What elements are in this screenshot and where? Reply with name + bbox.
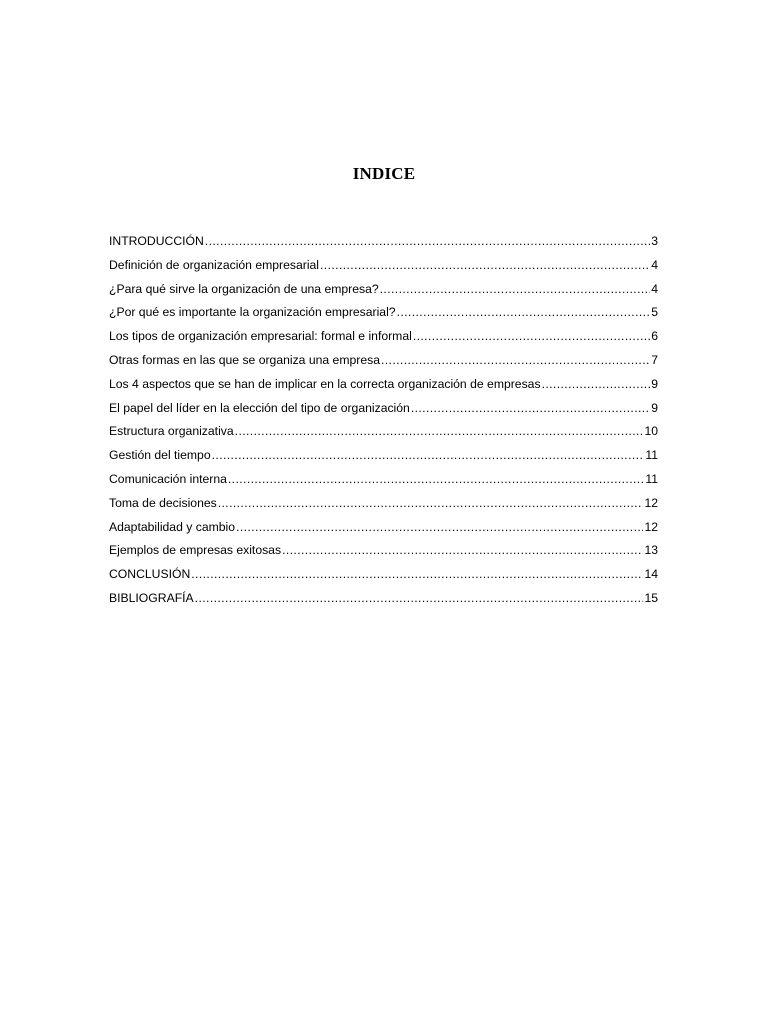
toc-dot-leader bbox=[236, 516, 643, 540]
toc-dot-leader bbox=[320, 254, 650, 278]
toc-entry-page: 14 bbox=[644, 567, 658, 582]
toc-entry-page: 15 bbox=[644, 590, 658, 605]
toc-dot-leader bbox=[397, 301, 651, 325]
toc-dot-leader bbox=[228, 468, 644, 492]
toc-entry-label: Los tipos de organización empresarial: formal e informal bbox=[109, 329, 412, 344]
toc-entry bbox=[109, 587, 658, 611]
toc-entry-label: ¿Por qué es importante la organización empresarial? bbox=[109, 305, 396, 320]
toc-entry-page: 3 bbox=[651, 234, 658, 248]
toc-entry-page: 4 bbox=[651, 281, 658, 296]
toc-entry bbox=[109, 397, 658, 421]
toc-entry-label: Definición de organización empresarial bbox=[109, 257, 320, 272]
toc-dot-leader bbox=[380, 278, 651, 302]
toc-entry-label: CONCLUSIÓN bbox=[109, 567, 191, 582]
toc-dot-leader bbox=[212, 444, 645, 468]
toc-entry-label: Los 4 aspectos que se han de implicar en la correcta organización de empresas bbox=[109, 376, 541, 391]
toc-entry bbox=[109, 539, 658, 563]
toc-entry-label: Toma de decisiones bbox=[109, 495, 217, 510]
toc-entry-page: 12 bbox=[644, 519, 658, 534]
toc-entry-label: El papel del líder en la elección del tipo de organización bbox=[109, 400, 410, 415]
toc-dot-leader bbox=[235, 420, 644, 444]
toc-entry-page: 4 bbox=[651, 257, 658, 272]
toc-dot-leader bbox=[282, 539, 643, 563]
toc-entry-page: 11 bbox=[645, 448, 658, 463]
toc-entry-label: Estructura organizativa bbox=[109, 424, 234, 439]
toc-entry-page: 6 bbox=[651, 329, 658, 344]
toc-dot-leader bbox=[195, 587, 644, 611]
toc-entry bbox=[109, 254, 658, 278]
toc-entry-label: ¿Para qué sirve la organización de una empresa? bbox=[109, 281, 379, 296]
toc-entry bbox=[109, 420, 658, 444]
toc-entry-page: 9 bbox=[651, 376, 658, 391]
toc-entry bbox=[109, 468, 658, 492]
toc-entry-label: Adaptabilidad y cambio bbox=[109, 519, 236, 534]
toc-entry bbox=[109, 492, 658, 516]
toc-dot-leader bbox=[205, 230, 650, 254]
toc-entry-label: Ejemplos de empresas exitosas bbox=[109, 543, 282, 558]
toc-entry bbox=[109, 349, 658, 373]
table-of-contents bbox=[109, 230, 658, 611]
toc-dot-leader bbox=[411, 397, 650, 421]
toc-dot-leader bbox=[413, 325, 650, 349]
toc-entry-page: 12 bbox=[644, 495, 658, 510]
toc-entry bbox=[109, 230, 658, 254]
toc-dot-leader bbox=[191, 563, 643, 587]
toc-entry-page: 13 bbox=[644, 543, 658, 558]
toc-entry-label: BIBLIOGRAFÍA bbox=[109, 590, 194, 605]
toc-entry-label: INTRODUCCIÓN bbox=[109, 234, 204, 248]
toc-entry-label: Gestión del tiempo bbox=[109, 448, 211, 463]
toc-entry-page: 10 bbox=[644, 424, 658, 439]
toc-entry bbox=[109, 563, 658, 587]
toc-entry bbox=[109, 444, 658, 468]
toc-entry bbox=[109, 325, 658, 349]
page-title: INDICE bbox=[352, 164, 416, 183]
toc-dot-leader bbox=[218, 492, 644, 516]
toc-dot-leader bbox=[542, 373, 651, 397]
toc-entry bbox=[109, 373, 658, 397]
toc-entry bbox=[109, 516, 658, 540]
toc-entry-page: 9 bbox=[651, 400, 658, 415]
toc-entry-label: Otras formas en las que se organiza una empresa bbox=[109, 352, 380, 367]
toc-entry-page: 5 bbox=[651, 305, 658, 320]
toc-dot-leader bbox=[381, 349, 650, 373]
toc-entry-label: Comunicación interna bbox=[109, 471, 227, 486]
toc-entry-page: 11 bbox=[645, 471, 658, 486]
toc-entry bbox=[109, 301, 658, 325]
toc-entry-page: 7 bbox=[651, 352, 658, 367]
toc-entry bbox=[109, 278, 658, 302]
